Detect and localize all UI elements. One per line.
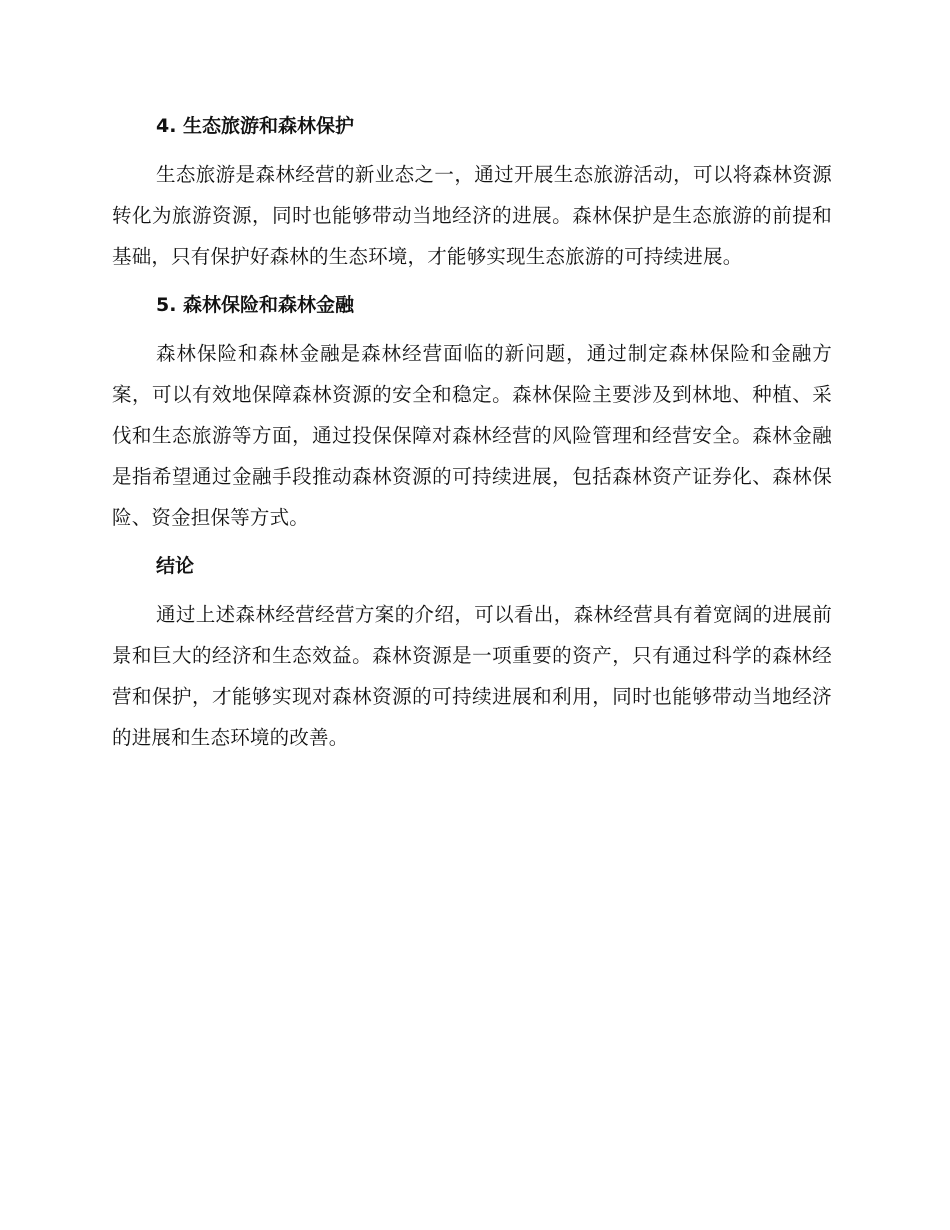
section-heading: 4. 生态旅游和森林保护: [156, 115, 355, 137]
section-paragraph: 生态旅游是森林经营的新业态之一，通过开展生态旅游活动，可以将森林资源转化为旅游资源，同时也能够带动当地经济的进展。森林保护是生态旅游的前提和基础，只有保护好森林的生态环境，才能够实现生态旅游的可持续进展。: [112, 163, 832, 268]
section-paragraph: 森林保险和森林金融是森林经营面临的新问题，通过制定森林保险和金融方案，可以有效地保障森林资源的安全和稳定。森林保险主要涉及到林地、种植、采伐和生态旅游等方面，通过投保保障对森林经营的风险管理和经营安全。森林金融是指希望通过金融手段推动森林资源的可持续进展，包括森林资产证券化、森林保险、资金担保等方式。: [112, 342, 832, 529]
section-conclusion: [112, 552, 832, 758]
section-eco-tourism: [112, 112, 832, 277]
section-forest-insurance: [112, 291, 832, 538]
section-heading: 结论: [156, 555, 195, 577]
section-paragraph: 通过上述森林经营经营方案的介绍，可以看出，森林经营具有着宽阔的进展前景和巨大的经济和生态效益。森林资源是一项重要的资产，只有通过科学的森林经营和保护，才能够实现对森林资源的可持续进展和利用，同时也能够带动当地经济的进展和生态环境的改善。: [112, 603, 832, 749]
section-heading: 5. 森林保险和森林金融: [156, 294, 355, 316]
document-page: [112, 112, 832, 772]
